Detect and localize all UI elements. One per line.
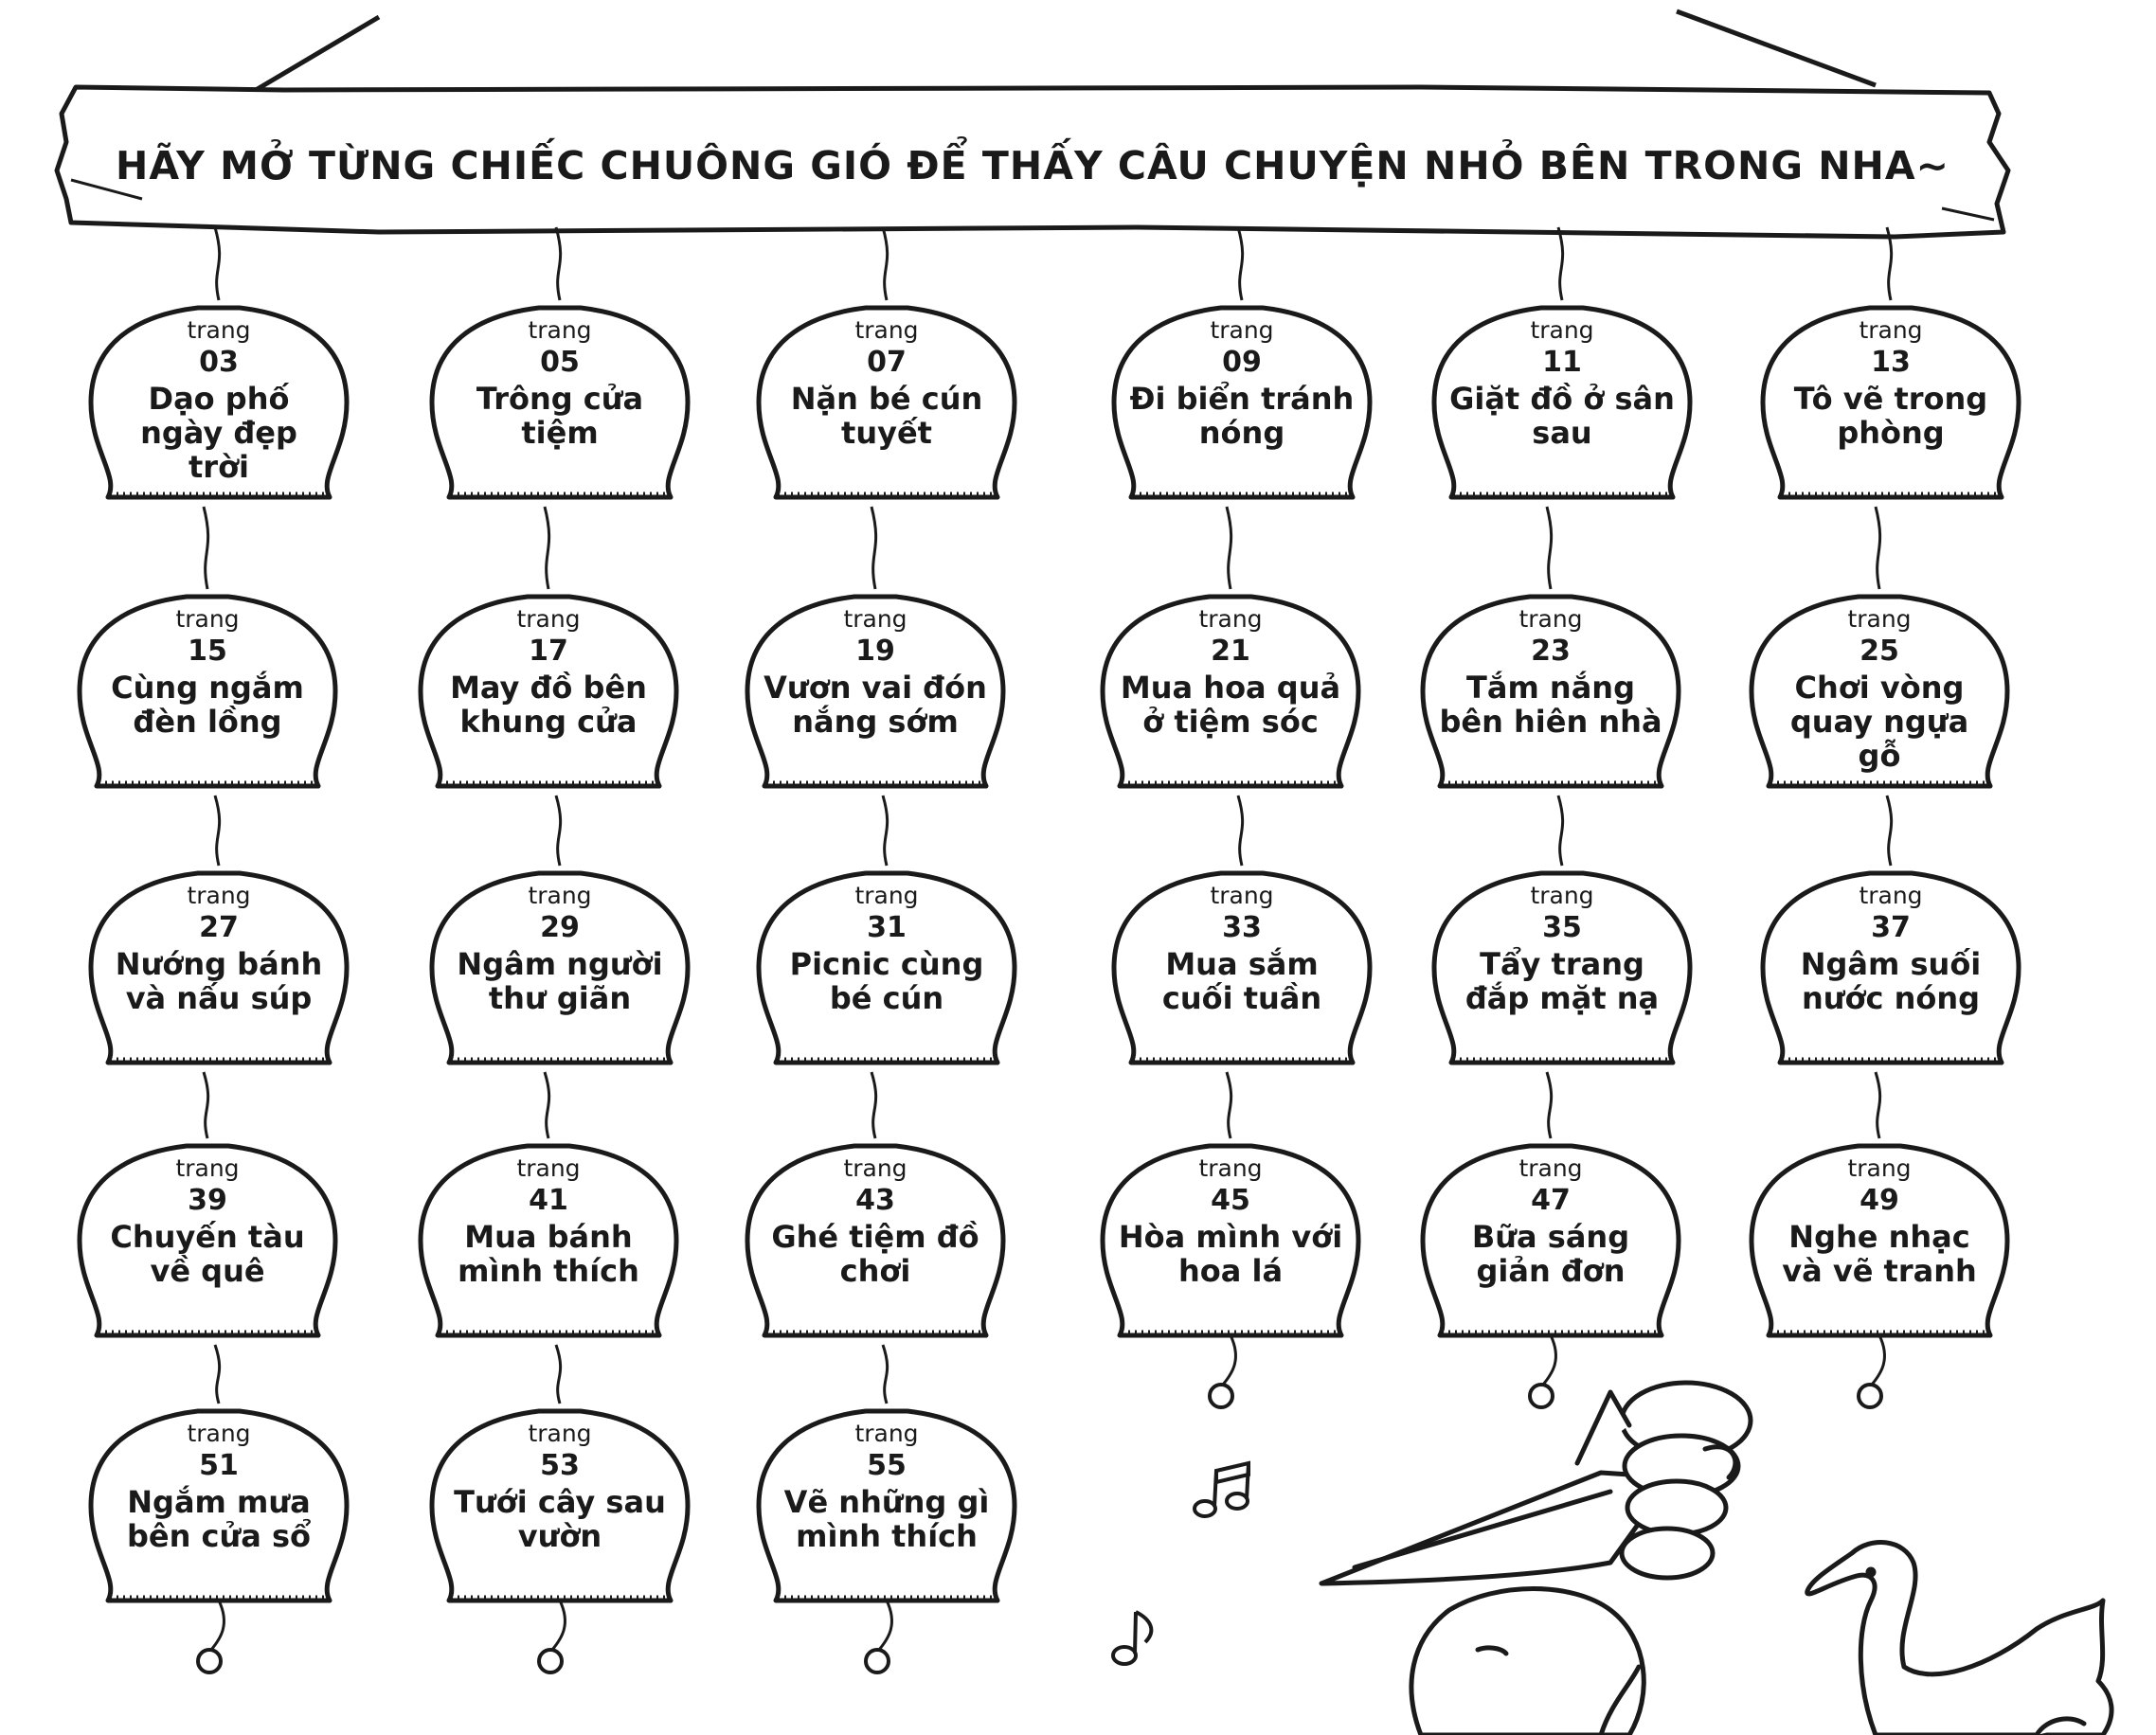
story-title: Ngâm suối nước nóng	[1800, 946, 1982, 1016]
page-number: 17	[529, 635, 568, 668]
bell-string	[883, 796, 888, 866]
story-title: Đi biển tránh nóng	[1129, 381, 1355, 451]
bell-string	[1547, 1072, 1552, 1138]
clapper-ring	[1859, 1385, 1881, 1407]
page-label: trang	[854, 316, 919, 344]
page-label: trang	[1198, 605, 1263, 633]
page-number: 53	[540, 1449, 580, 1482]
clapper-string	[211, 1601, 224, 1650]
bell-entry[interactable]	[762, 1154, 989, 1288]
page-label: trang	[1530, 882, 1594, 909]
page-number: 15	[188, 635, 227, 668]
bell-entry[interactable]	[446, 315, 674, 450]
page-number: 05	[540, 346, 580, 379]
story-title: Ghé tiệm đồ chơi	[771, 1219, 979, 1289]
bell-string	[215, 1345, 220, 1404]
page-label: trang	[528, 1420, 592, 1447]
page-label: trang	[175, 1154, 240, 1182]
bell-string	[545, 1072, 549, 1138]
story-title: Mua sắm cuối tuần	[1161, 946, 1322, 1016]
clapper-ring	[1530, 1385, 1553, 1407]
bell-entry[interactable]	[105, 1419, 332, 1553]
page-label: trang	[1210, 316, 1274, 344]
page-number: 21	[1211, 635, 1250, 668]
bell-entry[interactable]	[1128, 315, 1356, 450]
bell-string	[556, 227, 561, 300]
page-number: 55	[867, 1449, 907, 1482]
bell-string	[1558, 796, 1563, 866]
bell-string	[871, 1072, 876, 1138]
bell-entry[interactable]	[1448, 315, 1676, 450]
bell-entry[interactable]	[1448, 881, 1676, 1015]
bell-entry[interactable]	[773, 315, 1000, 450]
page-number: 51	[199, 1449, 239, 1482]
story-title: Ngắm mưa bên cửa sổ	[126, 1484, 312, 1554]
page-number: 23	[1531, 635, 1571, 668]
banner-cord-right	[1677, 11, 1876, 85]
story-title: Nặn bé cún tuyết	[790, 381, 983, 451]
clapper-string	[1543, 1335, 1555, 1385]
page-label: trang	[1859, 882, 1923, 909]
bell-string	[1238, 227, 1243, 300]
story-title: Vươn vai đón nắng sớm	[764, 670, 987, 740]
bell-entry[interactable]	[1766, 1154, 1993, 1288]
bell-string	[871, 507, 876, 589]
clapper-string	[1872, 1335, 1884, 1385]
story-title: Mua hoa quả ở tiệm sóc	[1120, 670, 1341, 740]
page-number: 19	[855, 635, 895, 668]
bell-string	[1558, 227, 1563, 300]
page-number: 43	[855, 1184, 895, 1217]
page-label: trang	[1210, 882, 1274, 909]
bell-string	[1227, 507, 1231, 589]
page-label: trang	[528, 316, 592, 344]
bell-string	[545, 507, 549, 589]
bell-string	[1876, 1072, 1880, 1138]
page-label: trang	[516, 1154, 581, 1182]
page-number: 41	[529, 1184, 568, 1217]
story-title: Bữa sáng giản đơn	[1471, 1219, 1630, 1289]
page-number: 31	[867, 911, 907, 944]
bell-entry[interactable]	[1437, 604, 1664, 739]
page-number: 35	[1542, 911, 1582, 944]
page-label: trang	[516, 605, 581, 633]
page-number: 13	[1871, 346, 1911, 379]
bell-string	[556, 1345, 561, 1404]
story-title: Tắm nắng bên hiên nhà	[1439, 670, 1662, 740]
page-label: trang	[1198, 1154, 1263, 1182]
bell-entry[interactable]	[435, 1154, 662, 1288]
bell-entry[interactable]	[773, 1419, 1000, 1553]
page-label: trang	[528, 882, 592, 909]
bell-entry[interactable]	[446, 881, 674, 1015]
story-title: Nghe nhạc và vẽ tranh	[1782, 1219, 1977, 1289]
clapper-string	[1223, 1335, 1235, 1385]
bell-string	[1227, 1072, 1231, 1138]
bell-entry[interactable]	[1437, 1154, 1664, 1288]
music-note-icon	[1113, 1612, 1151, 1664]
bell-entry[interactable]	[1777, 881, 2004, 1015]
page-number: 45	[1211, 1184, 1250, 1217]
story-title: Cùng ngắm đèn lồng	[111, 670, 304, 740]
bell-entry[interactable]	[1117, 1154, 1344, 1288]
page-label: trang	[843, 605, 907, 633]
clapper-ring	[198, 1650, 221, 1672]
clapper-ring	[539, 1650, 562, 1672]
story-title: Picnic cùng bé cún	[789, 946, 984, 1016]
bell-entry[interactable]	[1766, 604, 1993, 773]
clapper-string	[879, 1601, 891, 1650]
story-title: Hòa mình với hoa lá	[1118, 1219, 1343, 1289]
story-title: Nướng bánh và nấu súp	[115, 946, 323, 1016]
story-title: May đồ bên khung cửa	[450, 670, 647, 740]
story-title: Dạo phố ngày đẹp trời	[140, 381, 297, 485]
page-number: 25	[1860, 635, 1899, 668]
bell-entry[interactable]	[773, 881, 1000, 1015]
bell-entry[interactable]	[94, 604, 321, 739]
page-number: 29	[540, 911, 580, 944]
bell-string	[1876, 507, 1880, 589]
story-title: Chuyến tàu về quê	[110, 1219, 305, 1289]
page-label: trang	[1847, 605, 1912, 633]
story-title: Vẽ những gì mình thích	[783, 1484, 990, 1554]
page-number: 07	[867, 346, 907, 379]
bell-string	[204, 1072, 208, 1138]
page-label: trang	[187, 882, 251, 909]
bell-string	[1547, 507, 1552, 589]
page-label: trang	[1859, 316, 1923, 344]
clapper-ring	[1210, 1385, 1232, 1407]
page-number: 39	[188, 1184, 227, 1217]
page-number: 37	[1871, 911, 1911, 944]
bell-string	[883, 227, 888, 300]
bell-entry[interactable]	[1777, 315, 2004, 450]
page-label: trang	[1518, 1154, 1583, 1182]
bell-entry[interactable]	[446, 1419, 674, 1553]
page-number: 03	[199, 346, 239, 379]
page-number: 11	[1542, 346, 1582, 379]
page-label: trang	[1530, 316, 1594, 344]
banner-title: HÃY MỞ TỪNG CHIẾC CHUÔNG GIÓ ĐỂ THẤY CÂU CHUYỆN NHỎ BÊN TRONG NHA~	[116, 143, 1949, 188]
bell-entry[interactable]	[762, 604, 989, 739]
bell-entry[interactable]	[94, 1154, 321, 1288]
bell-entry[interactable]	[1117, 604, 1344, 739]
page-number: 09	[1222, 346, 1262, 379]
bell-string	[1887, 796, 1892, 866]
music-note-icon	[1195, 1463, 1249, 1516]
page-label: trang	[854, 1420, 919, 1447]
story-title: Mua bánh mình thích	[458, 1219, 639, 1289]
page-label: trang	[854, 882, 919, 909]
story-title: Tô vẽ trong phòng	[1793, 381, 1988, 451]
story-title: Giặt đồ ở sân sau	[1449, 381, 1675, 451]
bell-entry[interactable]	[1128, 881, 1356, 1015]
page-label: trang	[1518, 605, 1583, 633]
page-number: 47	[1531, 1184, 1571, 1217]
page-label: trang	[187, 316, 251, 344]
bell-string	[556, 796, 561, 866]
page-number: 49	[1860, 1184, 1899, 1217]
page-number: 27	[199, 911, 239, 944]
duck-illustration	[1807, 1543, 2111, 1735]
story-title: Ngâm người thư giãn	[457, 946, 663, 1016]
page-label: trang	[175, 605, 240, 633]
page-label: trang	[1847, 1154, 1912, 1182]
story-title: Trông cửa tiệm	[476, 381, 644, 451]
bell-string	[1238, 796, 1243, 866]
page-label: trang	[843, 1154, 907, 1182]
bell-entry[interactable]	[105, 881, 332, 1015]
bell-entry[interactable]	[435, 604, 662, 739]
banner-cord-left	[251, 17, 379, 93]
bell-string	[215, 796, 220, 866]
clapper-ring	[866, 1650, 889, 1672]
story-title: Tưới cây sau vườn	[454, 1484, 666, 1554]
clapper-string	[552, 1601, 565, 1650]
page-number: 33	[1222, 911, 1262, 944]
page-label: trang	[187, 1420, 251, 1447]
story-title: Chơi vòng quay ngựa gỗ	[1789, 670, 1969, 774]
bell-string	[883, 1345, 888, 1404]
bell-string	[204, 507, 208, 589]
bell-string	[215, 227, 220, 300]
story-title: Tẩy trang đắp mặt nạ	[1464, 946, 1660, 1016]
bell-entry[interactable]	[105, 315, 332, 484]
character-illustration	[1321, 1383, 1751, 1735]
